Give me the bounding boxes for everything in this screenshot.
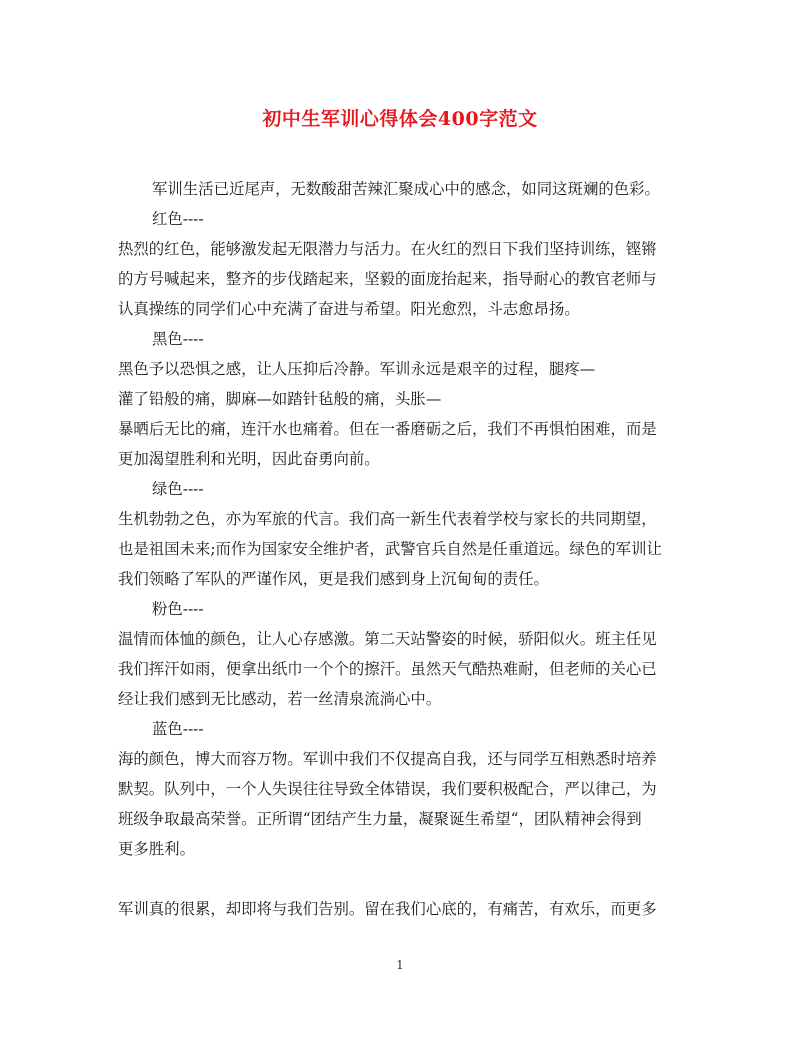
text-line: 热烈的红色，能够激发起无限潜力与活力。在火红的烈日下我们坚持训练，铿锵 (118, 240, 657, 258)
text-line: 绿色---- (152, 480, 204, 498)
text-line: 军训生活已近尾声，无数酸甜苦辣汇聚成心中的感念，如同这斑斓的色彩。 (152, 180, 660, 198)
text-line: 粉色---- (152, 600, 204, 618)
text-line: 黑色---- (152, 330, 204, 348)
text-line: 黑色予以恐惧之感，让人压抑后冷静。军训永远是艰辛的过程，腿疼— (118, 360, 596, 378)
text-line: 生机勃勃之色，亦为军旅的代言。我们高一新生代表着学校与家长的共同期望， (118, 510, 657, 528)
text-line: 的方号喊起来，整齐的步伐踏起来，坚毅的面庞抬起来，指导耐心的教官老师与 (118, 270, 657, 288)
text-line: 军训真的很累，却即将与我们告别。留在我们心底的，有痛苦，有欢乐，而更多 (118, 900, 657, 918)
text-line: 海的颜色，博大而容万物。军训中我们不仅提高自我，还与同学互相熟悉时培养 (118, 750, 657, 768)
page-number: 1 (396, 958, 404, 972)
text-line: 温情而体恤的颜色，让人心存感激。第二天站警姿的时候，骄阳似火。班主任见 (118, 630, 657, 648)
text-line: 我们挥汗如雨，便拿出纸巾一个个的擦汗。虽然天气酷热难耐，但老师的关心已 (118, 660, 657, 678)
text-line: 更加渴望胜利和光明，因此奋勇向前。 (118, 450, 380, 468)
text-line: 班级争取最高荣誉。正所谓“团结产生力量，凝聚诞生希望“，团队精神会得到 (118, 810, 642, 828)
text-line: 也是祖国未来;而作为国家安全维护者，武警官兵自然是任重道远。绿色的军训让 (118, 540, 662, 558)
text-line: 更多胜利。 (118, 840, 195, 858)
text-line: 经让我们感到无比感动，若一丝清泉流淌心中。 (118, 690, 442, 708)
document-body (118, 174, 678, 924)
text-line: 认真操练的同学们心中充满了奋进与希望。阳光愈烈，斗志愈昂扬。 (118, 300, 580, 318)
document-title: 初中生军训心得体会400字范文 (262, 108, 538, 130)
text-line: 我们领略了军队的严谨作风，更是我们感到身上沉甸甸的责任。 (118, 570, 549, 588)
text-line: 蓝色---- (152, 720, 204, 738)
text-line: 默契。队列中，一个人失误往往导致全体错误，我们要积极配合，严以律己，为 (118, 780, 657, 798)
blank-line (118, 864, 678, 894)
text-line: 灌了铅般的痛，脚麻—如踏针毡般的痛，头胀— (118, 390, 442, 408)
text-line: 红色---- (152, 210, 204, 228)
text-line: 暴晒后无比的痛，连汗水也痛着。但在一番磨砺之后，我们不再惧怕困难，而是 (118, 420, 657, 438)
